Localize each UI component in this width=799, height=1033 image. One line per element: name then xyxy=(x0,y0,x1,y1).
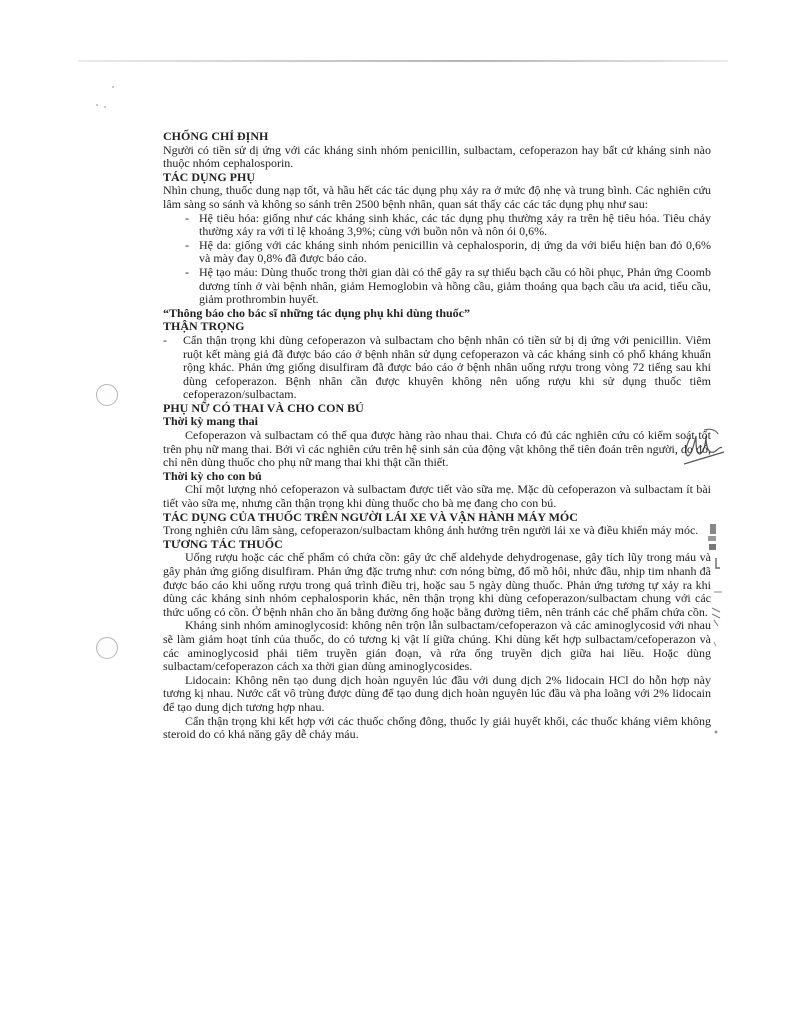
subheading-pregnancy: Thời kỳ mang thai xyxy=(163,414,259,429)
scan-speck xyxy=(96,104,98,106)
section-heading: CHỐNG CHỈ ĐỊNH xyxy=(163,129,269,143)
side-effects-list xyxy=(163,212,711,307)
punch-hole-top xyxy=(96,384,118,406)
section-driving xyxy=(163,511,711,538)
section-paragraph: Uống rượu hoặc các chế phẩm có chứa cồn: gây ức chế aldehyde dehydrogenase, gây tích lũy trong máu và gây phản ứng giống disulfiram. Phản ứng đặc trưng như: cơn nóng bừng, đổ mồ hôi, nhức đầu, nhịp tim nhanh đã được báo cáo khi uống rượu trong quá trình điều trị, hoặc sau 5 ngày dùng thuốc. Phản ứng tương tự xảy ra khi dùng các kháng sinh nhóm cephalosporin khác, nên thận trọng khi dùng cefoperazon/sulbactam chung với các thức uống có cồn. Ở bệnh nhân cho ăn bằng đường ống hoặc bằng đường tiêm, nên tránh các chế phẩm chứa cồn. xyxy=(163,550,711,619)
section-paragraph: Cefoperazon và sulbactam có thể qua được hàng rào nhau thai. Chưa có đủ các nghiên cứu có kiểm soát tốt trên phụ nữ mang thai. Bởi vì các nghiên cứu trên hệ sinh sản của động vật không thể tiên đoán trên người, do đó, chỉ nên dùng thuốc cho phụ nữ mang thai khi thật cần thiết. xyxy=(163,428,711,470)
section-precautions xyxy=(163,320,711,402)
section-heading: TÁC DỤNG CỦA THUỐC TRÊN NGƯỜI LÁI XE VÀ VẬN HÀNH MÁY MÓC xyxy=(163,509,578,524)
section-pregnancy-lactation xyxy=(163,402,711,511)
section-paragraph: Cẩn thận trọng khi kết hợp với các thuốc chống đông, thuốc ly giải huyết khối, các thuốc kháng viêm không steroid do có khả năng gây dễ chảy máu. xyxy=(163,713,711,742)
section-interactions xyxy=(163,538,711,742)
scan-edge-line xyxy=(78,60,728,62)
section-heading: TƯƠNG TÁC THUỐC xyxy=(163,536,283,551)
section-paragraph: Lidocain: Không nên tạo dung dịch hoàn nguyên lúc đầu với dung dịch 2% lidocain HCl do hỗn hợp này tương kị nhau. Nước cất vô trùng được dùng để tạo dung dịch hoàn nguyên lúc đầu và pha loãng với 2% lidocain để tạo dung dịch tương hợp nhau. xyxy=(163,672,711,714)
section-side-effects xyxy=(163,171,711,321)
list-item: - Hệ tiêu hóa: giống như các kháng sinh khác, các tác dụng phụ thường xảy ra trên hệ tiêu hóa. Tiêu chảy thường xảy ra với tỉ lệ khoảng 3,9%; cùng với buồn nôn và nôn ói 0,6%. xyxy=(185,212,711,239)
section-paragraph: Nhìn chung, thuốc dung nạp tốt, và hầu hết các tác dụng phụ xảy ra ở mức độ nhẹ và trung bình. Các nghiên cứu lâm sàng so sánh và không so sánh trên 2500 bệnh nhân, quan sát thấy các các tác dụng phụ như sau: xyxy=(163,183,711,211)
scan-speck xyxy=(104,106,106,108)
doctor-notice: “Thông báo cho bác sĩ những tác dụng phụ khi dùng thuốc” xyxy=(163,305,470,320)
section-heading: TÁC DỤNG PHỤ xyxy=(163,169,255,184)
scan-speck xyxy=(112,86,114,88)
list-item: - Hệ tạo máu: Dùng thuốc trong thời gian dài có thể gây ra sự thiếu bạch cầu có hồi phục, Phản ứng Coomb dương tính ở vài bệnh nhân, giảm Hemoglobin và hồng cầu, giảm thoáng qua bạch cầu ưa acid, tiểu cầu, giảm prothrombin huyết. xyxy=(185,266,711,307)
section-paragraph: Chỉ một lượng nhỏ cefoperazon và sulbactam được tiết vào sữa mẹ. Mặc dù cefoperazon và sulbactam ít bài tiết vào sữa mẹ, nhưng cần thận trọng khi dùng thuốc cho bà mẹ đang cho con bú. xyxy=(163,482,711,511)
subheading-lactation: Thời kỳ cho con bú xyxy=(163,468,262,483)
section-paragraph: Trong nghiên cứu lâm sàng, cefoperazon/sulbactam không ảnh hưởng trên người lái xe và điều khiển máy móc. xyxy=(163,523,699,538)
section-paragraph: Kháng sinh nhóm aminoglycosid: không nên trộn lẫn sulbactam/cefoperazon và các aminoglycosid với nhau sẽ làm giảm hoạt tính của thuốc, do có tương kị vật lí giữa chúng. Khi dùng kết hợp sulbactam/cefoperazon và các aminoglycosid phải tiêm truyền gián đoạn, và rửa ống truyền dịch giữa hai liều. Hoặc dùng sulbactam/cefoperazon cách xa thời gian dùng aminoglycosides. xyxy=(163,618,711,674)
list-item: - Hệ da: giống với các kháng sinh nhóm penicillin và cephalosporin, dị ứng da với biểu hiện ban đỏ 0,6% và mày đay 0,8% đã được báo cáo. xyxy=(185,239,711,266)
precautions-list xyxy=(163,334,711,402)
document-body xyxy=(163,130,711,742)
list-item: - Cẩn thận trọng khi dùng cefoperazon và sulbactam cho bệnh nhân có tiền sử bị dị ứng với penicillin. Viêm ruột kết màng giả đã được báo cáo ở bệnh nhân sử dụng cefoperazon và các kháng sinh có phổ kháng khuẩn rộng khác. Phản ứng giống disulfiram đã được báo cáo ở bệnh nhân uống rượu trong vòng 72 tiếng sau khi dùng cefoperazon. Bệnh nhân cần được khuyên không nên uống rượu khi sử dụng thuốc tiêm cefoperazon/sulbactam. xyxy=(163,334,711,402)
section-paragraph: Người có tiền sử dị ứng với các kháng sinh nhóm penicillin, sulbactam, cefoperazon hay bất cứ kháng sinh nào thuộc nhóm cephalosporin. xyxy=(163,142,711,171)
section-heading: PHỤ NỮ CÓ THAI VÀ CHO CON BÚ xyxy=(163,400,364,415)
punch-hole-bottom xyxy=(96,637,118,659)
section-contraindications xyxy=(163,130,711,171)
section-heading: THẬN TRỌNG xyxy=(163,319,245,334)
